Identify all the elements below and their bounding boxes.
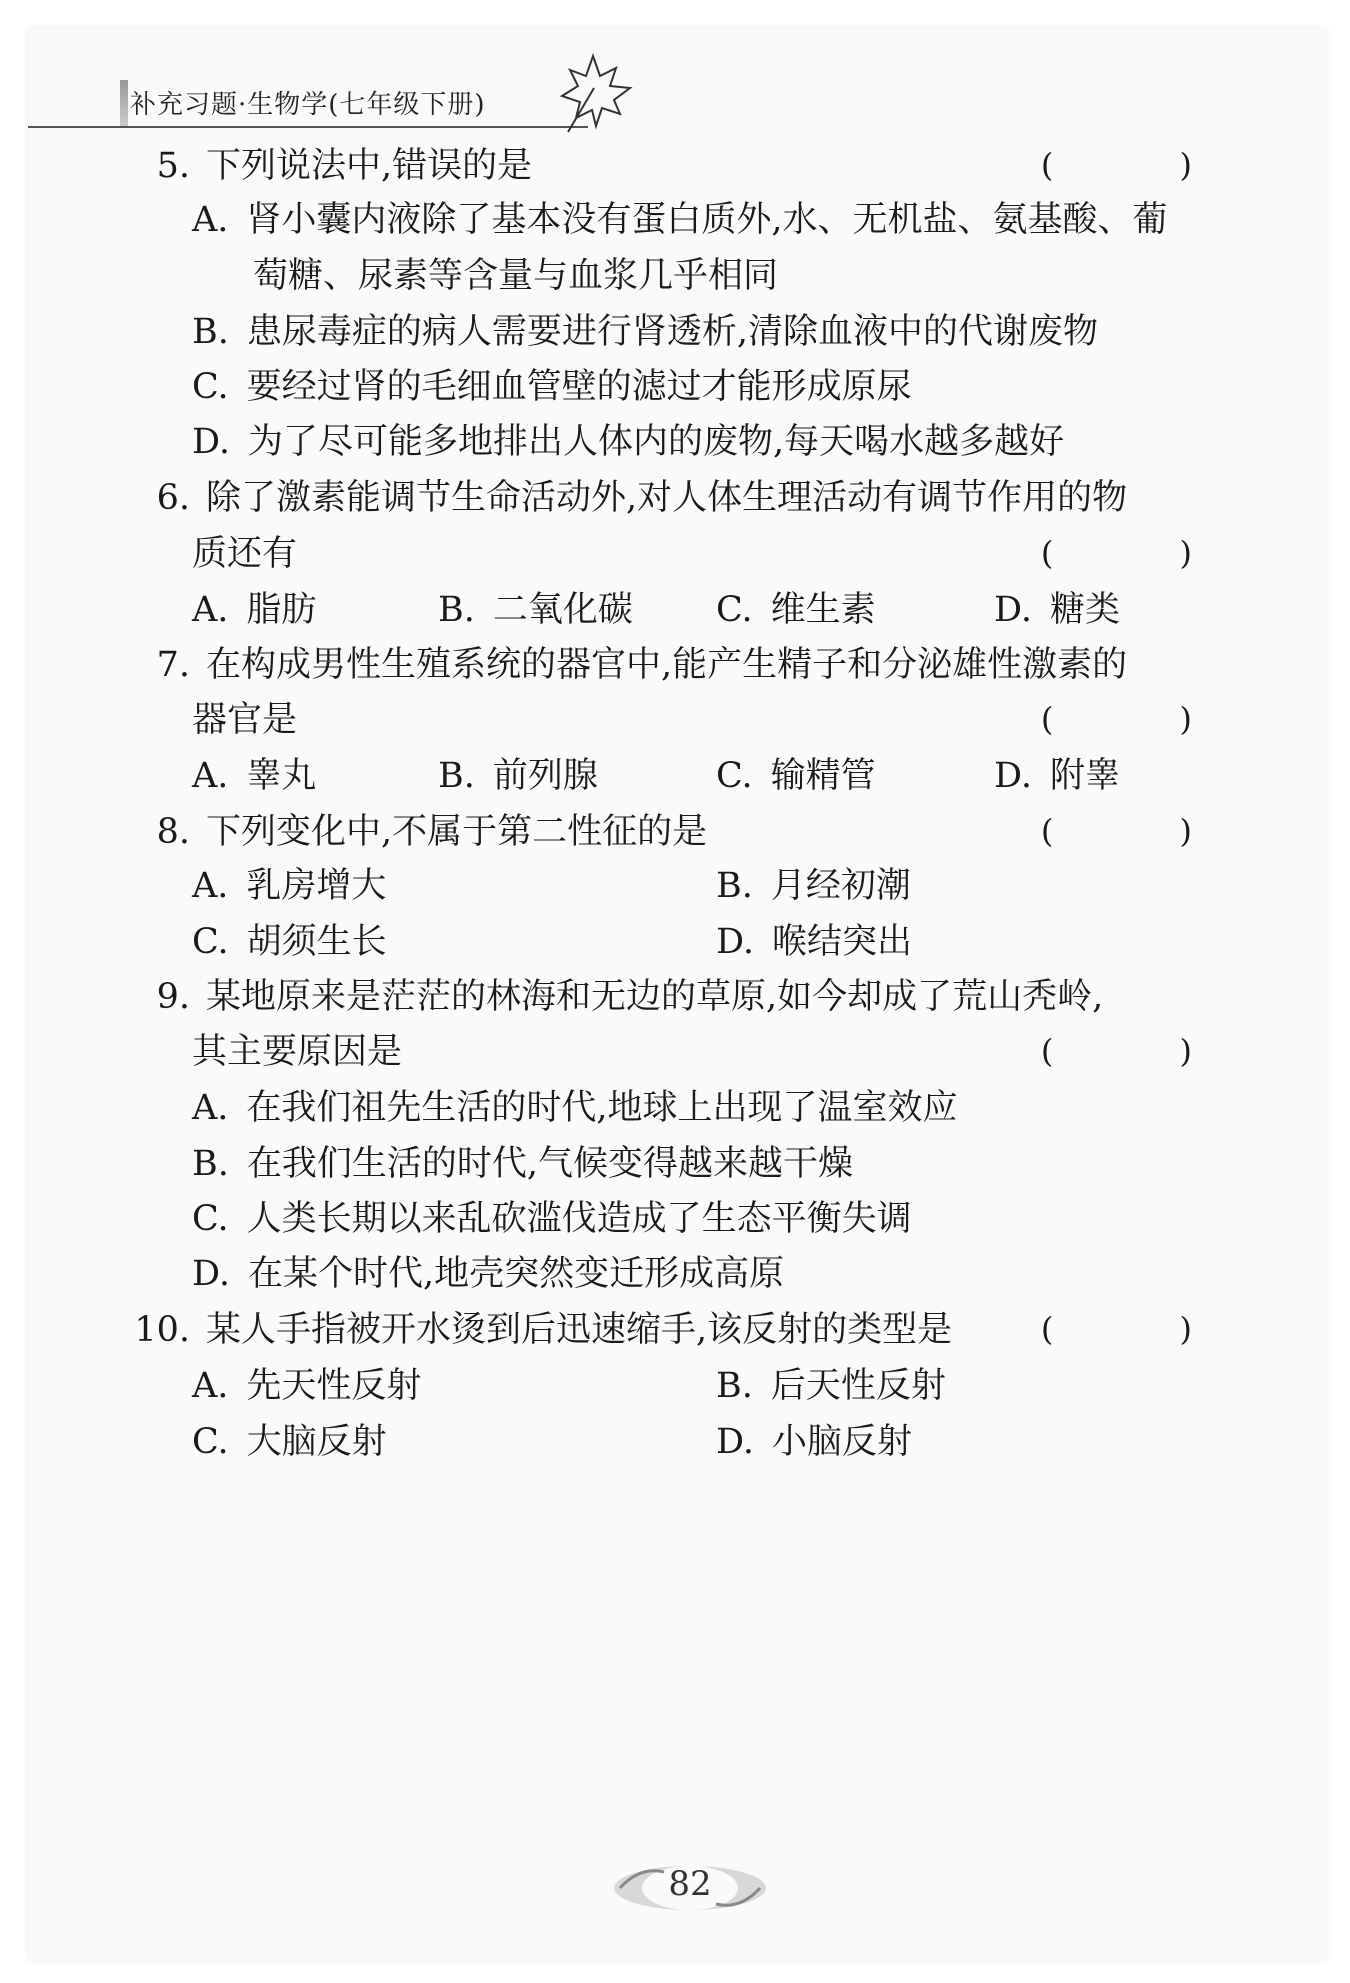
option: D. 糖类 bbox=[994, 590, 1120, 630]
option: A. 在我们祖先生活的时代,地球上出现了温室效应 bbox=[192, 1088, 958, 1128]
question-6-stem-continuation: 质还有 bbox=[192, 534, 298, 574]
header-title: 补充习题·生物学(七年级下册) bbox=[130, 90, 486, 120]
option: B. 后天性反射 bbox=[716, 1366, 946, 1406]
answer-blank: ( ) bbox=[1040, 700, 1250, 738]
answer-blank: ( ) bbox=[1040, 1032, 1250, 1070]
option: B. 二氧化碳 bbox=[438, 590, 633, 630]
question-7-stem-continuation: 器官是 bbox=[192, 700, 298, 740]
question-5-stem: 5. 下列说法中,错误的是 bbox=[156, 146, 533, 186]
option: D. 附睾 bbox=[994, 756, 1120, 796]
header-accent-bar bbox=[120, 80, 128, 126]
question-8-stem: 8. 下列变化中,不属于第二性征的是 bbox=[156, 812, 708, 852]
option: A. 乳房增大 bbox=[192, 866, 387, 906]
option: D. 小脑反射 bbox=[716, 1422, 912, 1462]
option: A. 肾小囊内液除了基本没有蛋白质外,水、无机盐、氨基酸、葡 bbox=[192, 200, 1168, 240]
option: D. 在某个时代,地壳突然变迁形成高原 bbox=[192, 1254, 785, 1294]
question-6-stem: 6. 除了激素能调节生命活动外,对人体生理活动有调节作用的物 bbox=[156, 478, 1128, 518]
option: C. 胡须生长 bbox=[192, 922, 387, 962]
option: A. 先天性反射 bbox=[192, 1366, 422, 1406]
option: B. 前列腺 bbox=[438, 756, 598, 796]
option: B. 月经初潮 bbox=[716, 866, 911, 906]
option: C. 维生素 bbox=[716, 590, 876, 630]
option: D. 喉结突出 bbox=[716, 922, 912, 962]
option: A. 脂肪 bbox=[192, 590, 317, 630]
answer-blank: ( ) bbox=[1040, 1310, 1250, 1348]
option-continuation: 萄糖、尿素等含量与血浆几乎相同 bbox=[253, 256, 779, 296]
question-7-stem: 7. 在构成男性生殖系统的器官中,能产生精子和分泌雄性激素的 bbox=[156, 645, 1128, 685]
answer-blank: ( ) bbox=[1040, 146, 1250, 184]
option: C. 人类长期以来乱砍滥伐造成了生态平衡失调 bbox=[192, 1199, 912, 1239]
maple-leaf-icon bbox=[548, 48, 638, 138]
option: B. 在我们生活的时代,气候变得越来越干燥 bbox=[192, 1144, 853, 1184]
option: D. 为了尽可能多地排出人体内的废物,每天喝水越多越好 bbox=[192, 422, 1065, 462]
page-number: 82 bbox=[668, 1864, 712, 1904]
option: C. 输精管 bbox=[716, 756, 876, 796]
page-number-badge bbox=[610, 1858, 770, 1918]
question-9-stem: 9. 某地原来是茫茫的林海和无边的草原,如今却成了荒山秃岭, bbox=[156, 977, 1104, 1017]
question-10-stem: 10. 某人手指被开水烫到后迅速缩手,该反射的类型是 bbox=[134, 1310, 953, 1350]
option: C. 要经过肾的毛细血管壁的滤过才能形成原尿 bbox=[192, 367, 912, 407]
option: A. 睾丸 bbox=[192, 756, 317, 796]
answer-blank: ( ) bbox=[1040, 534, 1250, 572]
option: C. 大脑反射 bbox=[192, 1422, 387, 1462]
option: B. 患尿毒症的病人需要进行肾透析,清除血液中的代谢废物 bbox=[192, 312, 1098, 352]
answer-blank: ( ) bbox=[1040, 812, 1250, 850]
header-rule bbox=[28, 126, 588, 128]
question-9-stem-continuation: 其主要原因是 bbox=[192, 1032, 403, 1072]
